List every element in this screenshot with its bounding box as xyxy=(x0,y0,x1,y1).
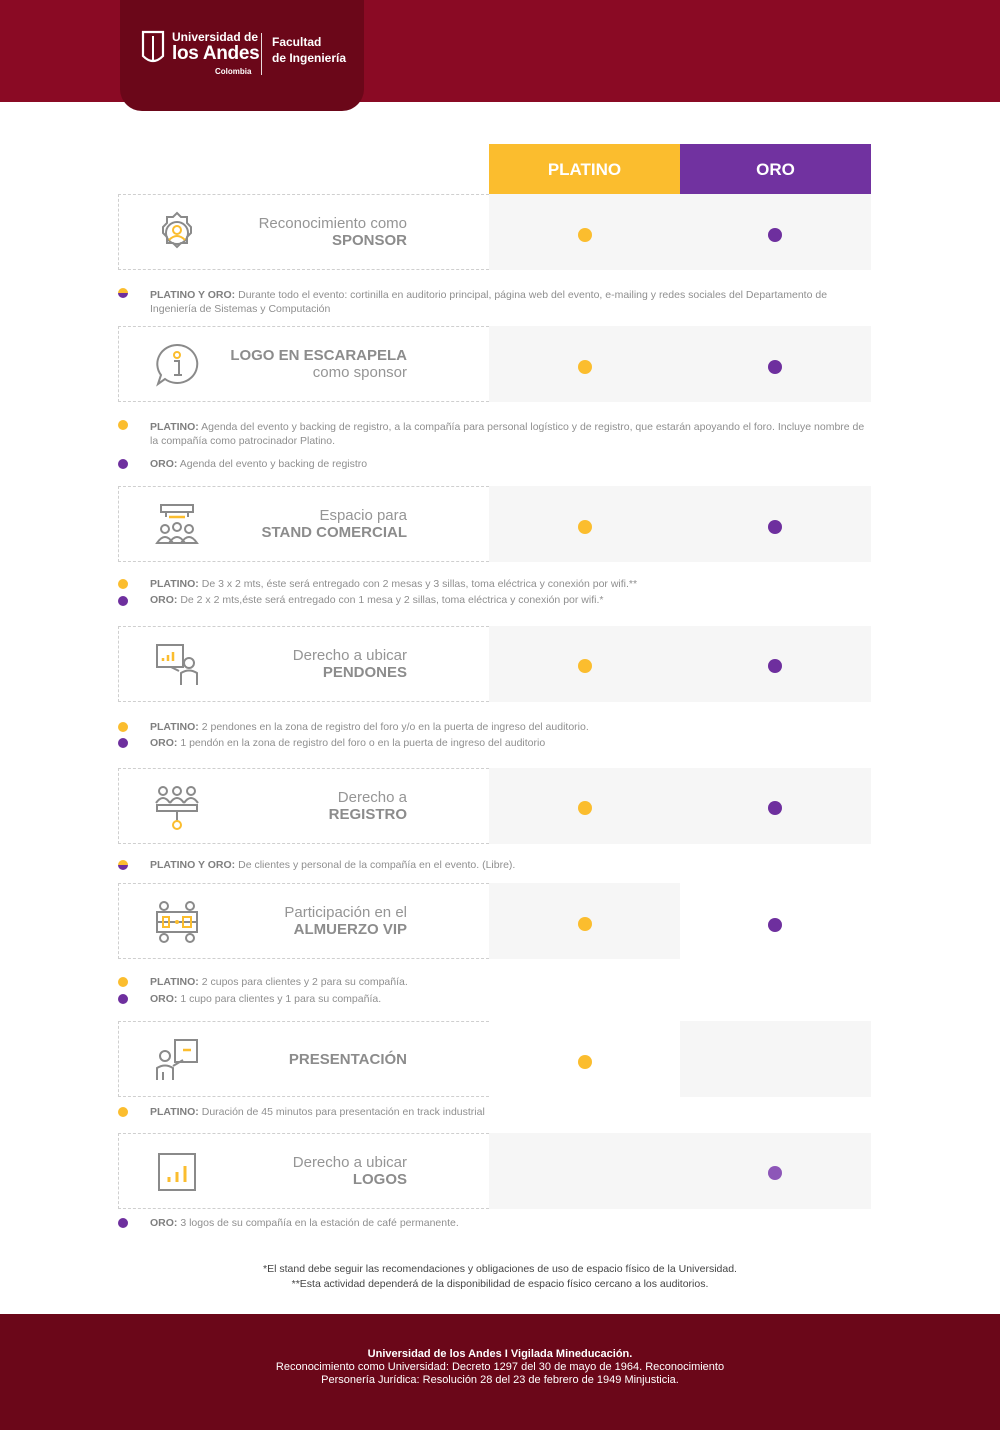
platino-included-dot xyxy=(578,360,592,374)
banner-person-icon xyxy=(153,641,201,689)
platino-included-dot xyxy=(578,917,592,931)
note-text: Agenda del evento y backing de registro xyxy=(177,458,368,470)
note-registro xyxy=(150,858,875,872)
note-label: PLATINO: xyxy=(150,721,199,733)
benefit-title-bold: SPONSOR xyxy=(331,232,407,249)
logo-andes-text: los Andes xyxy=(172,43,260,64)
note-label: PLATINO Y ORO: xyxy=(150,859,236,871)
oro-column-header: ORO xyxy=(680,144,871,195)
oro-cell-logos xyxy=(680,1133,871,1209)
benefit-title: Espacio para xyxy=(319,507,407,524)
note-pendones-oro xyxy=(150,736,875,750)
note-text: Durante todo el evento: cortinilla en auditorio principal, página web del evento, e-mailing y redes sociales del Departamento de Ingeniería de Sistemas y Computación xyxy=(150,289,828,315)
note-text: Agenda del evento y backing de registro, a la compañía para personal logístico y de registro, que estarán apoyando el foro. Incluye nombre de la compañía como patrocinador Platino. xyxy=(150,421,865,447)
oro-cell-registro xyxy=(680,768,871,844)
oro-cell-pendones xyxy=(680,626,871,702)
platino-cell-pendones xyxy=(489,626,680,702)
note-escarapela-platino xyxy=(150,420,875,448)
note-text: De 2 x 2 mts,éste será entregado con 1 mesa y 2 sillas, toma eléctrica y conexión por wifi.* xyxy=(177,594,604,606)
benefit-title-bold: REGISTRO xyxy=(328,806,407,823)
both-bullet xyxy=(118,288,128,298)
benefit-title-bold: PENDONES xyxy=(322,664,407,681)
oro-included-dot xyxy=(768,520,782,534)
note-stand-platino xyxy=(150,577,875,591)
oro-included-dot xyxy=(768,1166,782,1180)
platino-bullet xyxy=(118,420,128,430)
person-gear-icon xyxy=(153,209,201,257)
benefit-title: como sponsor xyxy=(312,364,407,381)
platino-included-dot xyxy=(578,801,592,815)
note-logos-oro xyxy=(150,1216,875,1230)
stand-people-icon xyxy=(153,501,201,549)
benefit-row-presentacion xyxy=(118,1021,489,1097)
oro-included-dot xyxy=(768,918,782,932)
platino-cell-escarapela xyxy=(489,326,680,402)
footer-resolution: Personería Jurídica: Resolución 28 del 23 de febrero de 1949 Minjusticia. xyxy=(321,1374,679,1386)
benefit-title-bold: STAND COMERCIAL xyxy=(261,524,407,541)
oro-cell-presentacion xyxy=(680,1021,871,1097)
oro-bullet xyxy=(118,459,128,469)
oro-bullet xyxy=(118,738,128,748)
note-text: 1 pendón en la zona de registro del foro o en la puerta de ingreso del auditorio xyxy=(177,737,546,749)
note-stand-oro xyxy=(150,593,875,607)
oro-bullet xyxy=(118,1218,128,1228)
note-label: PLATINO: xyxy=(150,578,199,590)
note-label: PLATINO: xyxy=(150,1106,199,1118)
note-presentacion-platino xyxy=(150,1105,875,1119)
footer-title: Universidad de los Andes I Vigilada Mineducación. xyxy=(367,1348,633,1360)
platino-included-dot xyxy=(578,520,592,534)
platino-bullet xyxy=(118,977,128,987)
shield-icon xyxy=(140,30,166,68)
footnote-space: **Esta actividad dependerá de la disponibilidad de espacio físico cercano a los auditorios. xyxy=(291,1278,709,1290)
platino-bullet xyxy=(118,1107,128,1117)
note-label: PLATINO: xyxy=(150,976,199,988)
note-text: 1 cupo para clientes y 1 para su compañía. xyxy=(177,993,382,1005)
logo-university-text: Universidad de xyxy=(172,30,259,44)
platino-column-header: PLATINO xyxy=(489,144,680,195)
logo-faculty-text: Facultad xyxy=(272,35,322,49)
oro-included-dot xyxy=(768,228,782,242)
benefit-title: Reconocimiento como xyxy=(258,215,407,232)
benefit-row-sponsor xyxy=(118,194,489,270)
benefit-title: Derecho a ubicar xyxy=(292,647,407,664)
benefit-row-escarapela xyxy=(118,326,489,402)
note-sponsor xyxy=(150,288,875,316)
benefit-title: Participación en el xyxy=(284,904,407,921)
logo-faculty-subtext: de Ingeniería xyxy=(272,51,347,65)
platino-cell-almuerzo xyxy=(489,883,680,959)
platino-bullet xyxy=(118,722,128,732)
benefit-title-bold: PRESENTACIÓN xyxy=(288,1050,407,1068)
presenter-icon xyxy=(153,1036,201,1084)
note-label: PLATINO Y ORO: xyxy=(150,289,236,301)
note-text: De clientes y personal de la compañía en el evento. (Libre). xyxy=(235,859,516,871)
bar-chart-icon xyxy=(153,1148,201,1196)
note-label: ORO: xyxy=(150,458,178,470)
platino-included-dot xyxy=(578,659,592,673)
platino-cell-stand xyxy=(489,486,680,562)
note-text: 3 logos de su compañía en la estación de café permanente. xyxy=(177,1217,459,1229)
page-footer xyxy=(0,1314,1000,1430)
platino-included-dot xyxy=(578,1055,592,1069)
platino-cell-logos xyxy=(489,1133,680,1209)
oro-bullet xyxy=(118,994,128,1004)
oro-included-dot xyxy=(768,659,782,673)
note-almuerzo-platino xyxy=(150,975,875,989)
benefit-row-pendones xyxy=(118,626,489,702)
benefit-title-bold: ALMUERZO VIP xyxy=(293,921,407,938)
note-text: De 3 x 2 mts, éste será entregado con 2 mesas y 3 sillas, toma eléctrica y conexión por wifi.** xyxy=(198,578,638,590)
note-label: ORO: xyxy=(150,737,178,749)
university-logo[interactable] xyxy=(120,0,364,111)
oro-bullet xyxy=(118,596,128,606)
footer-decree: Reconocimiento como Universidad: Decreto 1297 del 30 de mayo de 1964. Reconocimiento xyxy=(275,1361,725,1373)
logo-country-text: Colombia xyxy=(215,67,252,76)
oro-cell-sponsor xyxy=(680,194,871,270)
platino-cell-presentacion xyxy=(489,1021,680,1097)
note-label: PLATINO: xyxy=(150,421,199,433)
logo-divider xyxy=(261,33,262,75)
platino-cell-registro xyxy=(489,768,680,844)
benefit-row-stand xyxy=(118,486,489,562)
oro-included-dot xyxy=(768,801,782,815)
benefit-title-bold: LOGO EN ESCARAPELA xyxy=(230,347,407,364)
note-pendones-platino xyxy=(150,720,875,734)
lunch-table-icon xyxy=(153,898,201,946)
platino-bullet xyxy=(118,579,128,589)
oro-cell-escarapela xyxy=(680,326,871,402)
note-text: 2 cupos para clientes y 2 para su compañía. xyxy=(198,976,408,988)
platino-cell-sponsor xyxy=(489,194,680,270)
note-escarapela-oro xyxy=(150,457,875,471)
benefit-title-bold: LOGOS xyxy=(352,1171,407,1188)
note-almuerzo-oro xyxy=(150,992,875,1006)
benefit-row-almuerzo xyxy=(118,883,489,959)
platino-included-dot xyxy=(578,228,592,242)
benefit-title: Derecho a ubicar xyxy=(292,1154,407,1171)
note-label: ORO: xyxy=(150,594,178,606)
benefit-row-registro xyxy=(118,768,489,844)
note-label: ORO: xyxy=(150,993,178,1005)
note-text: Duración de 45 minutos para presentación en track industrial xyxy=(198,1106,485,1118)
note-label: ORO: xyxy=(150,1217,178,1229)
oro-cell-stand xyxy=(680,486,871,562)
registration-group-icon xyxy=(153,783,201,831)
both-bullet xyxy=(118,860,128,870)
oro-cell-almuerzo xyxy=(680,883,871,959)
note-text: 2 pendones en la zona de registro del foro y/o en la puerta de ingreso del auditorio. xyxy=(198,721,589,733)
benefit-row-logos xyxy=(118,1133,489,1209)
footnote-stand: *El stand debe seguir las recomendaciones y obligaciones de uso de espacio físico de la Universidad. xyxy=(263,1263,737,1275)
info-bubble-icon xyxy=(153,341,201,389)
oro-included-dot xyxy=(768,360,782,374)
benefit-title: Derecho a xyxy=(337,789,407,806)
